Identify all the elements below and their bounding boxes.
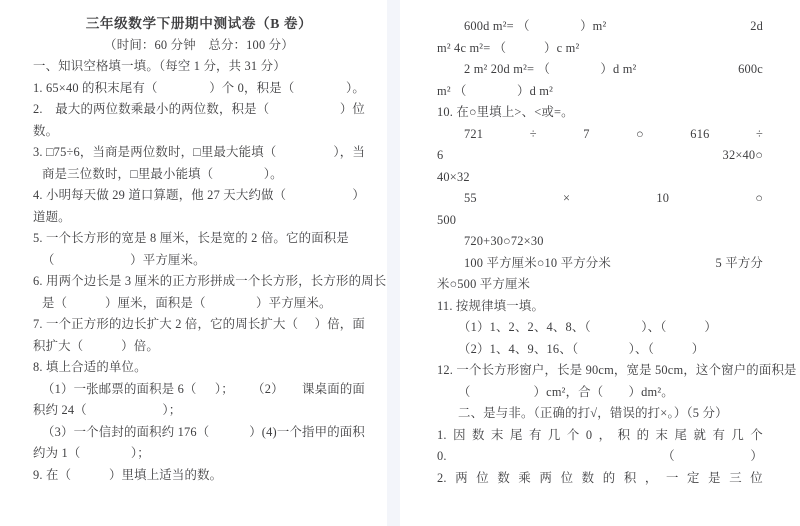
text-line: 约为 1（ ）； bbox=[33, 446, 150, 460]
text-segment: 的 bbox=[636, 427, 650, 442]
text-segment: 2d bbox=[750, 19, 763, 33]
text-segment: 1. 65×40 的积末尾有（ bbox=[33, 80, 158, 95]
text-segment: 2 m² 20d m²= （ ）d m² bbox=[464, 62, 637, 76]
text-segment: 有 bbox=[712, 427, 726, 442]
page-right bbox=[400, 0, 800, 526]
text-segment: ）个 0，积是（ bbox=[209, 80, 295, 95]
text-line: 720+30○72×30 bbox=[464, 234, 544, 248]
text-segment: ÷ bbox=[755, 126, 763, 141]
text-segment: 两 bbox=[455, 470, 468, 485]
text-segment: 位 bbox=[560, 470, 574, 485]
text-segment: 位 bbox=[750, 470, 763, 485]
text-segment: 0. bbox=[437, 449, 447, 463]
text-segment: 7 bbox=[583, 126, 590, 141]
page-title: 三年级数学下册期中测试卷（B 卷） bbox=[85, 16, 313, 31]
text-segment: 就 bbox=[693, 427, 707, 442]
text-line: （2）1、4、9、16、（ ）、（ ） bbox=[458, 341, 705, 356]
text-segment: 1. bbox=[437, 427, 447, 442]
text-segment: ○ bbox=[636, 126, 644, 141]
text-segment: 一 bbox=[665, 470, 679, 485]
text-segment: 是 bbox=[708, 470, 721, 485]
page-left bbox=[0, 0, 387, 526]
text-line bbox=[33, 185, 365, 207]
text-segment: ），当 bbox=[333, 145, 365, 159]
text-line bbox=[437, 124, 763, 146]
text-segment: 末 bbox=[655, 427, 669, 442]
text-segment: 10 bbox=[656, 191, 670, 205]
text-segment: 位 bbox=[476, 470, 489, 485]
text-segment: 尾 bbox=[674, 427, 688, 442]
text-segment: 几 bbox=[547, 427, 561, 442]
page-gutter bbox=[387, 0, 400, 526]
text-segment: 乘 bbox=[518, 470, 532, 485]
text-line: （ ）平方厘米。 bbox=[42, 252, 206, 267]
text-line bbox=[33, 422, 365, 444]
text-line: 6. 用两个边长是 3 厘米的正方形拼成一个长方形，长方形的周长 bbox=[33, 274, 387, 288]
text-line: 9. 在（ ）里填上适当的数。 bbox=[33, 467, 223, 482]
text-line bbox=[33, 314, 365, 336]
text-segment: 100 平方厘米○10 平方分米 bbox=[464, 255, 611, 270]
text-line: m² 4c m²= （ ）c m² bbox=[437, 40, 580, 55]
text-segment: 课桌面的面 bbox=[302, 381, 365, 396]
text-segment: （2） bbox=[252, 381, 284, 396]
text-segment: 3. □75÷6，当商是两位数时，□里最大能填（ bbox=[33, 145, 277, 159]
text-segment: 积 bbox=[623, 470, 637, 485]
text-segment: ）倍，面 bbox=[314, 317, 365, 331]
text-segment: 600d m²= （ ）m² bbox=[464, 19, 607, 33]
text-segment: （1）一张邮票的面积是 6（ bbox=[42, 381, 197, 396]
text-line bbox=[437, 188, 763, 210]
right-page-body bbox=[437, 16, 797, 489]
text-line: 二、是与非。（正确的打√，错误的打×。）（5 分） bbox=[458, 406, 728, 420]
text-segment: ）(4)一个指甲的面积 bbox=[249, 424, 365, 439]
text-segment: 55 bbox=[464, 191, 477, 205]
text-line: 一、知识空格填一填。（每空 1 分，共 31 分） bbox=[33, 59, 286, 73]
text-line: 商是三位数时，□里最小能填（ ）。 bbox=[42, 166, 283, 181]
text-segment: 616 bbox=[690, 126, 710, 141]
text-segment: 个 bbox=[566, 427, 580, 442]
text-segment: ○ bbox=[755, 191, 763, 205]
text-segment: 600c bbox=[738, 62, 763, 76]
text-segment: × bbox=[562, 191, 571, 205]
text-line bbox=[33, 78, 365, 100]
text-segment: ÷ bbox=[529, 126, 537, 141]
text-line bbox=[437, 425, 763, 447]
text-segment: 32×40○ bbox=[722, 148, 763, 162]
text-segment: 定 bbox=[687, 470, 700, 485]
text-line: 数。 bbox=[33, 123, 59, 138]
text-line bbox=[437, 253, 763, 275]
text-segment: 721 bbox=[464, 126, 484, 141]
page-subtitle: （时间：60 分钟 总分：100 分） bbox=[104, 37, 294, 52]
text-line: 积约 24（ ）； bbox=[33, 403, 182, 417]
text-segment: 4. 小明每天做 29 道口算题，他 27 天大约做（ bbox=[33, 188, 287, 202]
text-segment: ） bbox=[352, 188, 365, 202]
text-line: （ ）cm²，合（ ）dm²。 bbox=[458, 384, 674, 399]
text-line: 5. 一个长方形的宽是 8 厘米，长是宽的 2 倍。它的面积是 bbox=[33, 231, 349, 245]
text-segment: 2. bbox=[437, 470, 447, 485]
text-line bbox=[33, 142, 365, 164]
text-segment: ， bbox=[598, 427, 612, 442]
text-segment: 两 bbox=[539, 470, 553, 485]
text-line: 8. 填上合适的单位。 bbox=[33, 360, 147, 374]
text-line bbox=[437, 446, 763, 468]
text-line: 米○500 平方厘米 bbox=[437, 277, 531, 291]
text-line bbox=[437, 468, 763, 490]
text-segment: 有 bbox=[528, 427, 542, 442]
text-line: 是（ ）厘米，面积是（ ）平方厘米。 bbox=[42, 295, 332, 310]
text-segment: 末 bbox=[491, 427, 504, 442]
text-segment: 个 bbox=[750, 427, 763, 442]
text-segment: 0 bbox=[585, 427, 593, 442]
left-page-body bbox=[33, 56, 387, 486]
text-segment: （3）一个信封的面积约 176（ bbox=[42, 424, 210, 439]
text-line: （1）1、2、2、4、8、（ ）、（ ） bbox=[458, 320, 717, 334]
text-segment: ）位 bbox=[339, 102, 365, 116]
text-line: 道题。 bbox=[33, 209, 71, 224]
text-segment: 数 bbox=[581, 470, 595, 485]
text-segment: 因 bbox=[453, 427, 466, 442]
text-line bbox=[33, 99, 365, 121]
text-segment: 三 bbox=[729, 470, 742, 485]
text-line: 10. 在○里填上>、<或=。 bbox=[437, 105, 574, 119]
text-line: 500 bbox=[437, 212, 457, 227]
text-line: 11. 按规律填一填。 bbox=[437, 298, 545, 313]
text-segment: 数 bbox=[472, 427, 485, 442]
text-segment: （ ） bbox=[662, 449, 763, 463]
text-segment: ， bbox=[644, 470, 658, 485]
text-line: m² （ ）d m² bbox=[437, 83, 554, 98]
text-segment: 的 bbox=[602, 470, 616, 485]
text-segment: 尾 bbox=[509, 427, 523, 442]
text-line: 12. 一个长方形窗户，长是 90cm，宽是 50cm，这个窗户的面积是 bbox=[437, 363, 797, 377]
text-segment: 2. 最大的两位数乘最小的两位数，积是（ bbox=[33, 102, 270, 116]
text-segment: 6 bbox=[437, 148, 444, 162]
text-line bbox=[437, 59, 763, 81]
text-segment: ）； bbox=[214, 381, 234, 396]
text-segment: ）。 bbox=[346, 80, 365, 95]
text-segment: 5 平方分 bbox=[715, 255, 763, 270]
text-segment: 积 bbox=[617, 427, 631, 442]
text-line bbox=[437, 16, 763, 38]
text-line bbox=[437, 145, 763, 167]
text-segment: 7. 一个正方形的边长扩大 2 倍，它的周长扩大（ bbox=[33, 317, 299, 331]
text-line: 40×32 bbox=[437, 169, 470, 184]
text-line: 积扩大（ ）倍。 bbox=[33, 338, 159, 353]
text-segment: 数 bbox=[497, 470, 510, 485]
text-segment: 几 bbox=[731, 427, 745, 442]
text-line bbox=[33, 379, 365, 401]
